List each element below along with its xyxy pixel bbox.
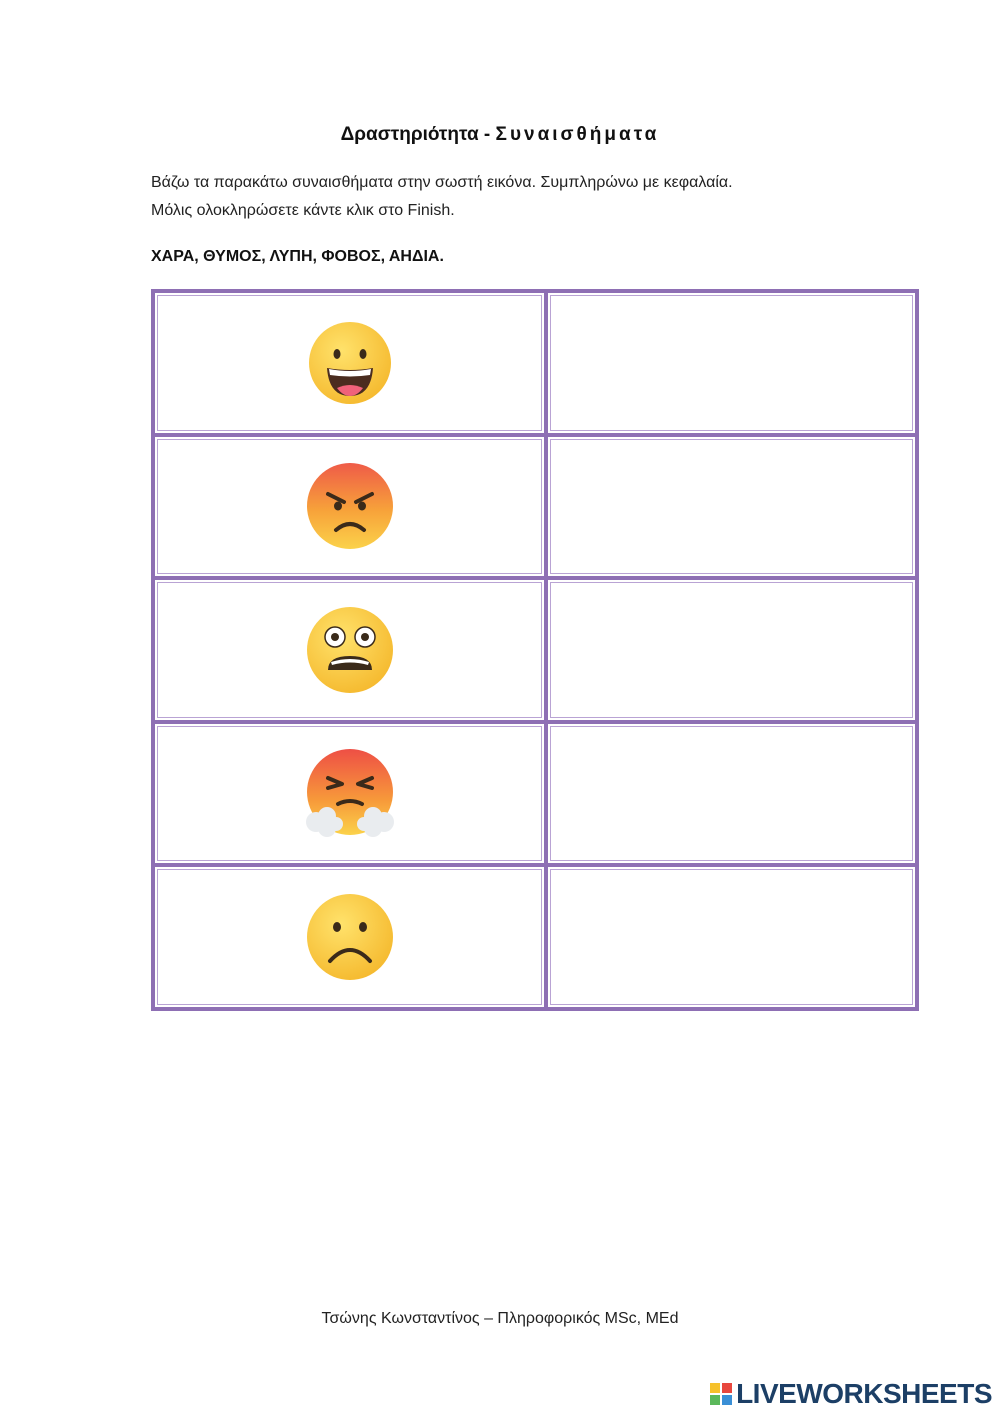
brand-grid-icon (710, 1383, 732, 1405)
word-bank: ΧΑΡΑ, ΘΥΜΟΣ, ΛΥΠΗ, ΦΟΒΟΣ, ΑΗΔΙΑ. (151, 248, 444, 265)
emoji-cell-4 (155, 724, 544, 864)
liveworksheets-logo[interactable] (710, 1378, 992, 1410)
title-main: Δραστηριότητα (340, 124, 479, 145)
answer-cell-4[interactable] (548, 724, 915, 864)
emoji-cell-5 (155, 867, 544, 1007)
emoji-cell-3 (155, 580, 544, 720)
title-separator: - (478, 124, 496, 145)
author-footer: Τσώνης Κωνσταντίνος – Πληροφορικός MSc, MEd (321, 1310, 679, 1327)
brand-name: LIVEWORKSHEETS (736, 1378, 992, 1409)
fuming-face-icon (300, 744, 400, 844)
laughing-face-icon (305, 318, 395, 408)
instruction-line-2: Μόλις ολοκληρώσετε κάντε κλικ στο Finish. (151, 202, 455, 219)
scared-face-icon (304, 604, 396, 696)
emoji-cell-2 (155, 437, 544, 577)
answer-cell-3[interactable] (548, 580, 915, 720)
instruction-line-1: Βάζω τα παρακάτω συναισθήματα στην σωστή εικόνα. Συμπληρώνω με κεφαλαία. (151, 174, 733, 191)
emoji-cell-1 (155, 293, 544, 433)
emotions-table (151, 289, 919, 1011)
answer-cell-1[interactable] (548, 293, 915, 433)
answer-cell-2[interactable] (548, 437, 915, 577)
angry-face-icon (304, 460, 396, 552)
worksheet-title (0, 124, 1000, 146)
title-topic: Συναισθήματα (495, 124, 660, 145)
answer-cell-5[interactable] (548, 867, 915, 1007)
sad-face-icon (304, 891, 396, 983)
